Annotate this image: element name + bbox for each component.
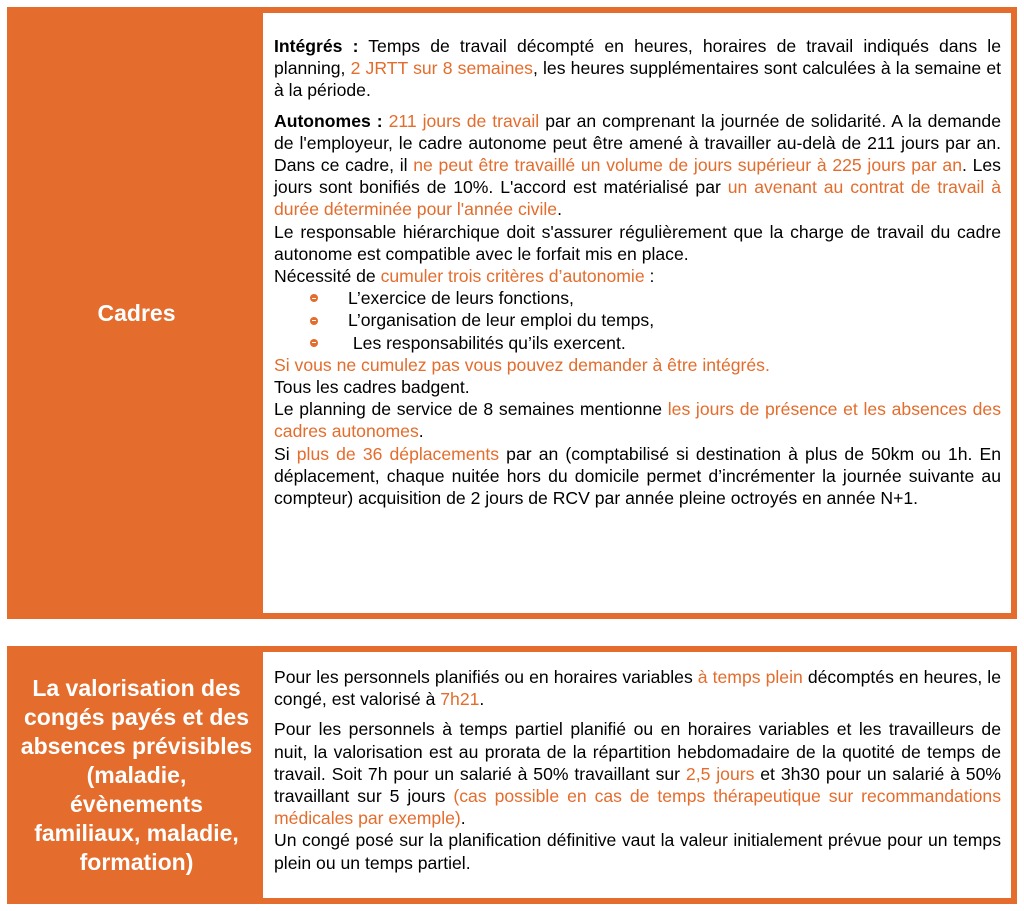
text-span: Pour les personnels planifiés ou en horaires variables xyxy=(274,667,698,687)
necessite-paragraph xyxy=(274,265,1001,287)
text-span: Le planning de service de 8 semaines mentionne xyxy=(274,399,668,420)
highlight-span: cumuler trois critères d’autonomie xyxy=(380,266,645,287)
highlight-span: (cas possible en cas de temps thérapeutique sur recommandations médicales par exemple) xyxy=(274,786,1001,829)
text-span: Si xyxy=(274,443,297,464)
text-span: décomptés en heures, le congé, est valorisé à xyxy=(274,667,1001,710)
text-span: par an (comptabilisé si destination à plus de 50km ou 1h. En déplacement, chaque nuitée hors du domicile permet d’incrémenter la journée suivante au compteur) acquisition de 2 jours de RCV par année pleine octroyés en année N+1. xyxy=(274,443,1001,509)
list-item xyxy=(310,309,1001,331)
list-item xyxy=(310,287,1001,309)
autonomes-term: Autonomes : xyxy=(274,110,383,131)
text-span: , les heures supplémentaires sont calculées à la semaine et à la période. xyxy=(274,58,1001,101)
autonomes-paragraph xyxy=(274,110,1001,221)
list-item-label: L’exercice de leurs fonctions, xyxy=(348,288,574,309)
temps-plein-paragraph xyxy=(274,666,1001,710)
planning-paragraph xyxy=(274,398,1001,442)
text-span: : xyxy=(644,266,655,287)
text-span: et 3h30 pour un salarié à 50% travaillant sur 5 jours xyxy=(274,763,1002,807)
badgent-paragraph: Tous les cadres badgent. xyxy=(274,377,470,398)
responsable-paragraph: Le responsable hiérarchique doit s'assurer régulièrement que la charge de travail du cadre autonome est compatible avec le forfait mis en place. xyxy=(274,221,1001,264)
text-span: Pour les personnels à temps partiel planifié ou en horaires variables et les travailleurs de nuit, la valorisation est au prorata de la répartition hebdomadaire de la quotité de temps de travail. Soit 7h pour un salarié à 50% travaillant sur xyxy=(274,719,1001,784)
text-span: . xyxy=(557,199,562,220)
conge-paragraph: Un congé posé sur la planification définitive vaut la valeur initialement prévue pour un temps plein ou un temps partiel. xyxy=(274,830,1001,873)
highlight-span: plus de 36 déplacements xyxy=(296,443,500,464)
integres-term: Intégrés : xyxy=(274,36,359,56)
text-span: . xyxy=(418,421,424,442)
highlight-span: ne peut être travaillé un volume de jours supérieur à 225 jours par an xyxy=(413,155,962,176)
highlight-span: à temps plein xyxy=(697,667,803,687)
bullet-icon xyxy=(310,294,318,302)
valorisation-table xyxy=(7,646,1017,904)
text-span: . xyxy=(479,689,485,710)
temps-partiel-paragraph xyxy=(274,718,1001,829)
valorisation-content xyxy=(263,652,1011,898)
bullet-icon xyxy=(310,317,318,325)
list-item-label: Les responsabilités qu’ils exercent. xyxy=(348,332,626,353)
text-span: Nécessité de xyxy=(274,266,381,287)
valorisation-label: La valorisation des congés payés et des absences prévisibles (maladie, évènements familiaux, maladie, formation) xyxy=(10,649,263,901)
text-span: . xyxy=(460,808,466,829)
bullet-icon xyxy=(310,339,318,347)
highlight-span: 7h21 xyxy=(440,689,480,710)
demande-paragraph: Si vous ne cumulez pas vous pouvez demander à être intégrés. xyxy=(274,354,770,375)
text-span: . Les jours sont bonifiés de 10%. L'accord est matérialisé par xyxy=(274,155,1001,198)
highlight-span: 211 jours de travail xyxy=(388,110,540,131)
highlight-span: les jours de présence et les absences des cadres autonomes xyxy=(274,399,1002,442)
criteres-list xyxy=(274,287,1001,354)
cadres-table xyxy=(7,7,1017,619)
highlight-span: 2 JRTT sur 8 semaines xyxy=(350,58,533,79)
text-span: par an comprenant la journée de solidarité. A la demande de l'employeur, le cadre autonome peut être amené à travailler au-delà de 211 jours par an. Dans ce cadre, il xyxy=(274,110,1001,176)
cadres-label: Cadres xyxy=(10,10,263,616)
list-item-label: L’organisation de leur emploi du temps, xyxy=(348,310,655,331)
text-span: Temps de travail décompté en heures, horaires de travail indiqués dans le planning, xyxy=(274,36,1001,79)
highlight-span: un avenant au contrat de travail à durée déterminée pour l'année civile xyxy=(274,177,1001,220)
deplacements-paragraph xyxy=(274,443,1001,510)
cadres-content xyxy=(263,13,1011,613)
list-item xyxy=(310,332,1001,354)
integres-paragraph xyxy=(274,35,1001,102)
highlight-span: 2,5 jours xyxy=(685,763,755,784)
